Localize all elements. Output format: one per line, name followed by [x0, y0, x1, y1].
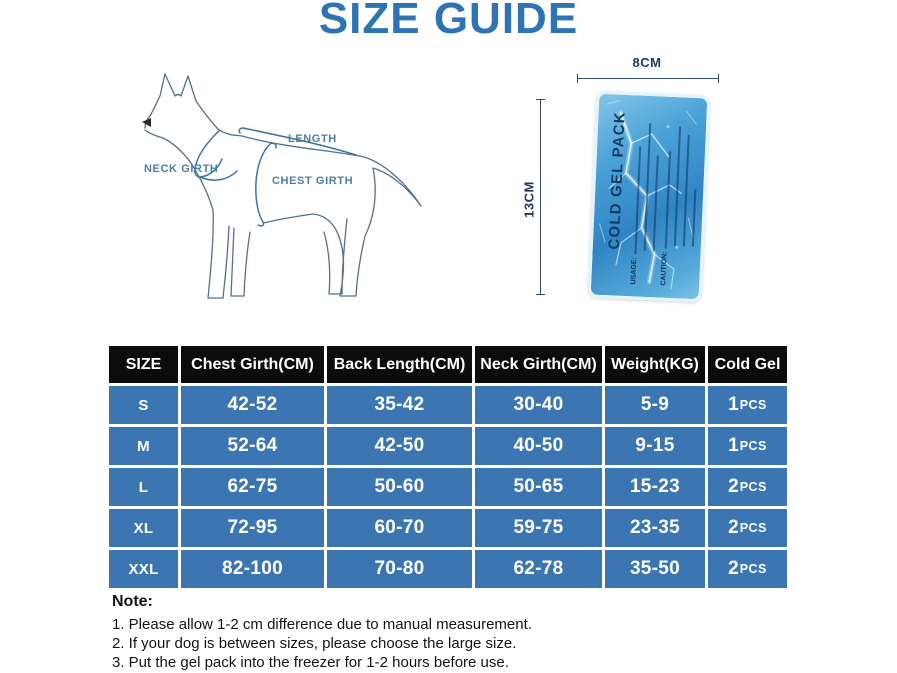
header-back-length: Back Length(CM) — [327, 346, 472, 383]
note-item-2: 2. If your dog is between sizes, please choose the large size. — [112, 635, 517, 652]
row-l-chest: 62-75 — [181, 468, 324, 506]
row-xl-gel: 2 PCS — [708, 509, 787, 547]
cold-gel-pack — [588, 91, 711, 303]
dog-measurement-diagram — [116, 56, 456, 346]
row-l-size: L — [109, 468, 178, 506]
pack-height-dimension-line — [536, 99, 545, 295]
row-xl-weight: 23-35 — [605, 509, 705, 547]
row-xl-chest: 72-95 — [181, 509, 324, 547]
pack-printed-text — [591, 94, 711, 300]
row-xxl-weight: 35-50 — [605, 550, 705, 588]
row-xl-back: 60-70 — [327, 509, 472, 547]
notes-heading: Note: — [112, 593, 153, 610]
note-item-1: 1. Please allow 1-2 cm difference due to manual measurement. — [112, 616, 532, 633]
row-m-size: M — [109, 427, 178, 465]
row-s-size: S — [109, 386, 178, 424]
header-cold-gel: Cold Gel — [708, 346, 787, 383]
pack-usage-label: USAGE: — [630, 257, 639, 285]
header-chest-girth: Chest Girth(CM) — [181, 346, 324, 383]
header-neck-girth: Neck Girth(CM) — [475, 346, 602, 383]
row-xl-neck: 59-75 — [475, 509, 602, 547]
dog-nose — [142, 118, 151, 127]
row-m-chest: 52-64 — [181, 427, 324, 465]
dog-mouth-line — [145, 130, 163, 138]
row-xxl-size: XXL — [109, 550, 178, 588]
row-m-back: 42-50 — [327, 427, 472, 465]
neck-girth-label: NECK GIRTH — [144, 163, 219, 175]
header-size: SIZE — [109, 346, 178, 383]
dog-near-front-leg — [208, 210, 229, 298]
pack-fine-print — [625, 95, 711, 299]
row-s-back: 35-42 — [327, 386, 472, 424]
row-s-gel: 1 PCS — [708, 386, 787, 424]
page-title: SIZE GUIDE — [318, 0, 579, 43]
row-xxl-back: 70-80 — [327, 550, 472, 588]
pack-caution-label: CAUTION: — [660, 251, 669, 286]
length-label: LENGTH — [288, 133, 337, 145]
row-xxl-gel: 2 PCS — [708, 550, 787, 588]
row-xxl-neck: 62-78 — [475, 550, 602, 588]
row-m-gel: 1 PCS — [708, 427, 787, 465]
row-l-neck: 50-65 — [475, 468, 602, 506]
pack-name-text: COLD GEL PACK — [605, 110, 629, 250]
row-l-gel: 2 PCS — [708, 468, 787, 506]
row-s-chest: 42-52 — [181, 386, 324, 424]
row-s-weight: 5-9 — [605, 386, 705, 424]
chest-girth-label: CHEST GIRTH — [272, 175, 354, 187]
pack-width-dimension-line — [577, 74, 719, 83]
row-m-neck: 40-50 — [475, 427, 602, 465]
row-l-back: 50-60 — [327, 468, 472, 506]
row-xl-size: XL — [109, 509, 178, 547]
row-l-weight: 15-23 — [605, 468, 705, 506]
dog-far-front-leg — [231, 228, 250, 296]
header-weight: Weight(KG) — [605, 346, 705, 383]
note-item-3: 3. Put the gel pack into the freezer for 1-2 hours before use. — [112, 654, 509, 671]
pack-width-label: 8CM — [632, 55, 662, 70]
row-xxl-chest: 82-100 — [181, 550, 324, 588]
notes-section — [112, 593, 532, 672]
pack-height-label: 13CM — [521, 181, 537, 218]
row-s-neck: 30-40 — [475, 386, 602, 424]
size-table — [109, 346, 787, 588]
row-m-weight: 9-15 — [605, 427, 705, 465]
